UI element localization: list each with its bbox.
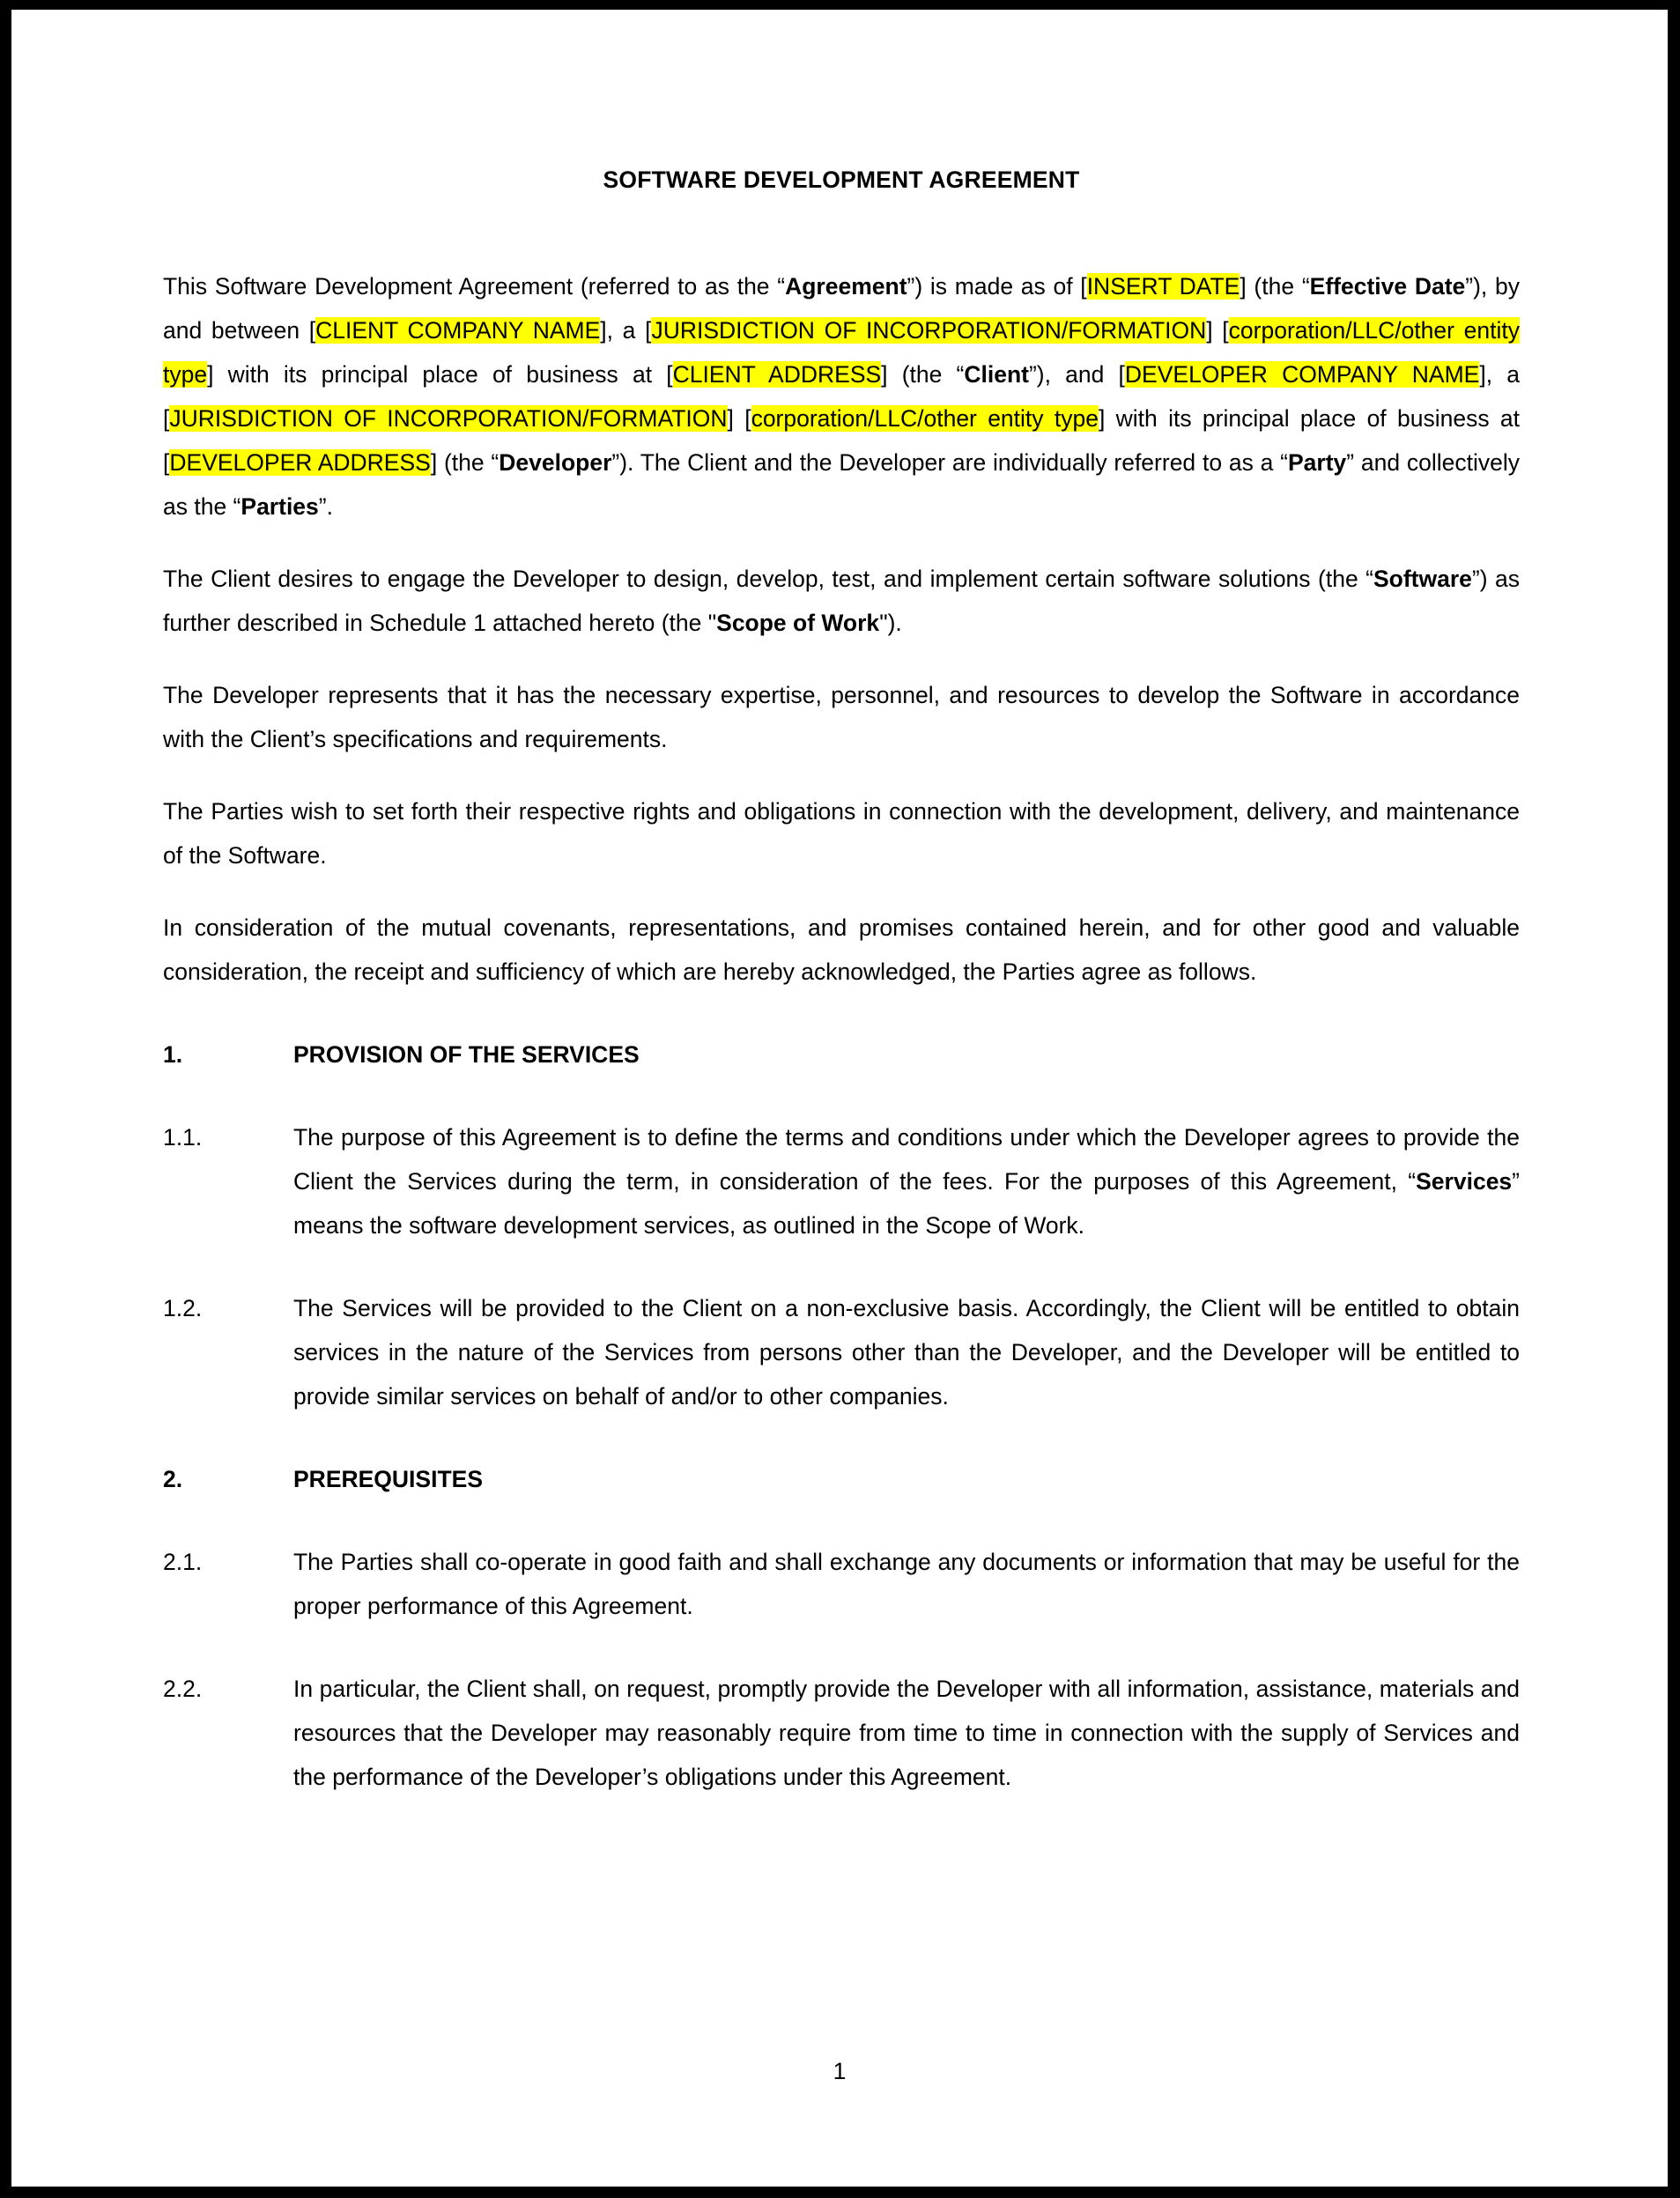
spacer — [163, 994, 1520, 1032]
placeholder-developer-entity-type: corporation/LLC/other entity type — [751, 405, 1099, 432]
defined-term-scope-of-work: Scope of Work — [716, 610, 880, 636]
clause-2-2 — [163, 1667, 1520, 1799]
spacer — [163, 761, 1520, 789]
text-run: ” means the software development services, as outlined in the Scope of Work. — [293, 1168, 1520, 1239]
section-number: 1. — [163, 1041, 183, 1068]
paragraph-recital-parties — [163, 264, 1520, 529]
placeholder-developer-company-name: DEVELOPER COMPANY NAME — [1124, 361, 1480, 388]
spacer — [163, 1247, 1520, 1286]
clause-number: 2.1. — [163, 1549, 203, 1575]
clause-text: The Parties shall co-operate in good faith and shall exchange any documents or information that may be useful for the proper performance of this Agreement. — [293, 1549, 1520, 1619]
paragraph-recital-engagement — [163, 557, 1520, 645]
clause-number: 2.2. — [163, 1676, 203, 1702]
text-run: ] with its principal place of business at [ — [163, 405, 1520, 476]
text-run: ”) is made as of [ — [907, 273, 1087, 300]
clause-number: 1.2. — [163, 1295, 203, 1321]
spacer — [163, 194, 1520, 233]
text-run: ] (the “ — [1240, 273, 1310, 300]
paragraph-recital-expertise: The Developer represents that it has the necessary expertise, personnel, and resources to develop the Software in accordance with the Client’s specifications and requirements. — [163, 682, 1520, 752]
placeholder-client-company-name: CLIENT COMPANY NAME — [315, 317, 601, 344]
text-run: ”. — [318, 493, 333, 520]
text-run: ] (the “ — [430, 449, 500, 476]
text-run: The Client desires to engage the Developer to design, develop, test, and implement certain software solutions (the “ — [163, 566, 1373, 592]
paragraph-recital-consideration: In consideration of the mutual covenants, representations, and promises contained herein, and for other good and valuable consideration, the receipt and sufficiency of which are hereby acknowledged, the Parties agree as follows. — [163, 914, 1520, 985]
spacer — [163, 1628, 1520, 1667]
spacer — [163, 529, 1520, 557]
spacer — [163, 645, 1520, 673]
text-run: ”), and [ — [1028, 361, 1125, 388]
spacer — [163, 1077, 1520, 1115]
defined-term-party: Party — [1287, 449, 1347, 476]
defined-term-client: Client — [964, 361, 1029, 388]
clause-1-2 — [163, 1286, 1520, 1418]
text-run: ”), by and between [ — [163, 273, 1521, 344]
section-title: PREREQUISITES — [293, 1466, 483, 1492]
clause-text: The Services will be provided to the Client on a non-exclusive basis. Accordingly, the Client will be entitled to obtain services in the nature of the Services from persons other than the Developer, and the Developer will be entitled to provide similar services on behalf of and/or to other companies. — [293, 1295, 1520, 1410]
page-title: SOFTWARE DEVELOPMENT AGREEMENT — [603, 167, 1080, 193]
defined-term-parties: Parties — [241, 493, 319, 520]
spacer — [163, 1418, 1520, 1457]
clause-2-1 — [163, 1540, 1520, 1628]
text-run: This Software Development Agreement (referred to as the “ — [163, 273, 786, 300]
text-run: ] with its principal place of business at [ — [207, 361, 673, 388]
clause-text — [293, 1115, 1520, 1247]
text-run: ] (the “ — [881, 361, 965, 388]
clause-1-1 — [163, 1115, 1520, 1247]
text-run: "). — [879, 610, 902, 636]
defined-term-developer: Developer — [499, 449, 612, 476]
defined-term-services: Services — [1416, 1168, 1513, 1195]
defined-term-software: Software — [1373, 566, 1472, 592]
section-heading-1 — [163, 1032, 1520, 1077]
spacer — [163, 877, 1520, 906]
placeholder-client-entity-type: corporation/LLC/other entity type — [163, 317, 1520, 388]
text-run: ”) as further described in Schedule 1 attached hereto (the " — [163, 566, 1521, 636]
placeholder-client-jurisdiction: JURISDICTION OF INCORPORATION/FORMATION — [651, 317, 1207, 344]
document-content — [163, 10, 1520, 1799]
placeholder-insert-date: INSERT DATE — [1086, 273, 1240, 300]
text-run: ”). The Client and the Developer are individually referred to as a “ — [611, 449, 1288, 476]
placeholder-client-address: CLIENT ADDRESS — [672, 361, 882, 388]
text-run: ], a [ — [163, 361, 1520, 432]
text-run: ] [ — [1206, 317, 1229, 344]
placeholder-developer-address: DEVELOPER ADDRESS — [169, 449, 431, 476]
section-heading-2 — [163, 1457, 1520, 1501]
section-title: PROVISION OF THE SERVICES — [293, 1041, 640, 1068]
clause-number: 1.1. — [163, 1124, 203, 1151]
defined-term-agreement: Agreement — [785, 273, 907, 300]
defined-term-effective-date: Effective Date — [1309, 273, 1466, 300]
page-number: 1 — [833, 2058, 847, 2084]
text-run: The purpose of this Agreement is to define the terms and conditions under which the Developer agrees to provide the Client the Services during the term, in consideration of the fees. For the purposes of this Agreement, “ — [293, 1124, 1520, 1195]
paragraph-recital-rights: The Parties wish to set forth their respective rights and obligations in connection with the development, delivery, and maintenance of the Software. — [163, 798, 1520, 869]
clause-text: In particular, the Client shall, on request, promptly provide the Developer with all information, assistance, materials and resources that the Developer may reasonably require from time to time in connection with the supply of Services and the performance of the Developer’s obligations under this Agreement. — [293, 1676, 1520, 1790]
text-run: ” and collectively as the “ — [163, 449, 1520, 520]
placeholder-developer-jurisdiction: JURISDICTION OF INCORPORATION/FORMATION — [169, 405, 728, 432]
text-run: ] [ — [727, 405, 751, 432]
text-run: ], a [ — [600, 317, 652, 344]
section-number: 2. — [163, 1466, 183, 1492]
spacer — [163, 1501, 1520, 1540]
